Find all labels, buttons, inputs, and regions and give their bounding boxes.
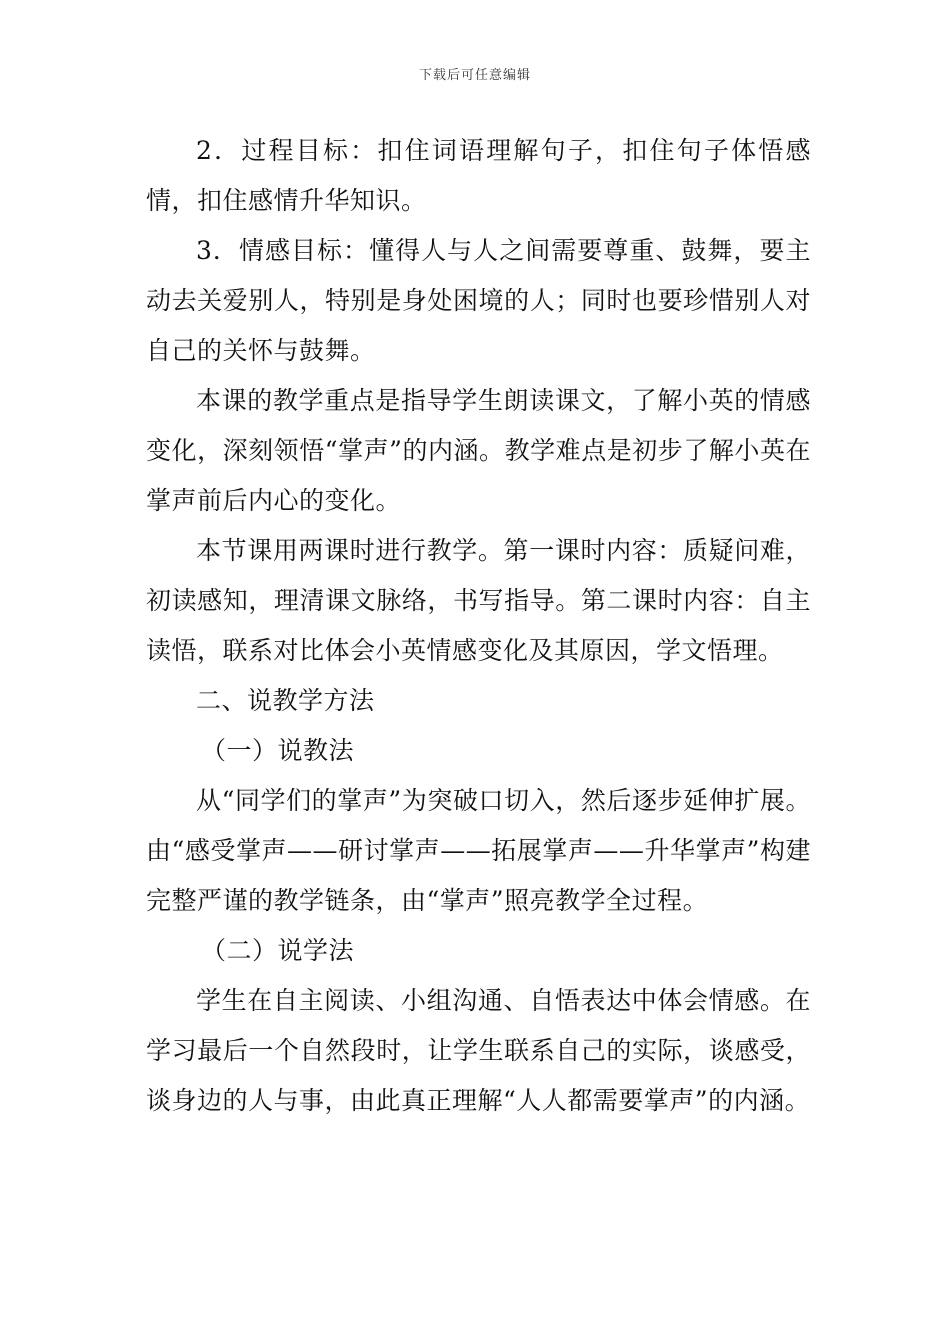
paragraph-key-points: 本课的教学重点是指导学生朗读课文，了解小英的情感变化，深刻领悟“掌声”的内涵。教学难点是初步了解小英在掌声前后内心的变化。	[146, 386, 811, 515]
paragraph-teaching-method: 从“同学们的掌声”为突破口切入，然后逐步延伸扩展。由“感受掌声——研讨掌声——拓展掌声——升华掌声”构建完整严谨的教学链条，由“掌声”照亮教学全过程。	[146, 786, 811, 915]
paragraph-emotion-goal: 3．情感目标：懂得人与人之间需要尊重、鼓舞，要主动去关爱别人，特别是身处困境的人；同时也要珍惜别人对自己的关怀与鼓舞。	[146, 236, 811, 365]
paragraph-learning-method: 学生在自主阅读、小组沟通、自悟表达中体会情感。在学习最后一个自然段时，让学生联系自己的实际，谈感受，谈身边的人与事，由此真正理解“人人都需要掌声”的内涵。	[146, 986, 811, 1115]
page-header: 下载后可任意编辑	[418, 68, 531, 83]
paragraph-process-goal: 2．过程目标：扣住词语理解句子，扣住句子体悟感情，扣住感情升华知识。	[146, 136, 811, 215]
document-body	[146, 126, 811, 1126]
subsection-heading-teaching: （一）说教法	[201, 736, 355, 765]
section-heading-methods: 二、说教学方法	[196, 686, 375, 715]
subsection-heading-learning: （二）说学法	[201, 936, 355, 965]
paragraph-lesson-plan: 本节课用两课时进行教学。第一课时内容：质疑问难，初读感知，理清课文脉络，书写指导。第二课时内容：自主读悟，联系对比体会小英情感变化及其原因，学文悟理。	[146, 536, 811, 665]
